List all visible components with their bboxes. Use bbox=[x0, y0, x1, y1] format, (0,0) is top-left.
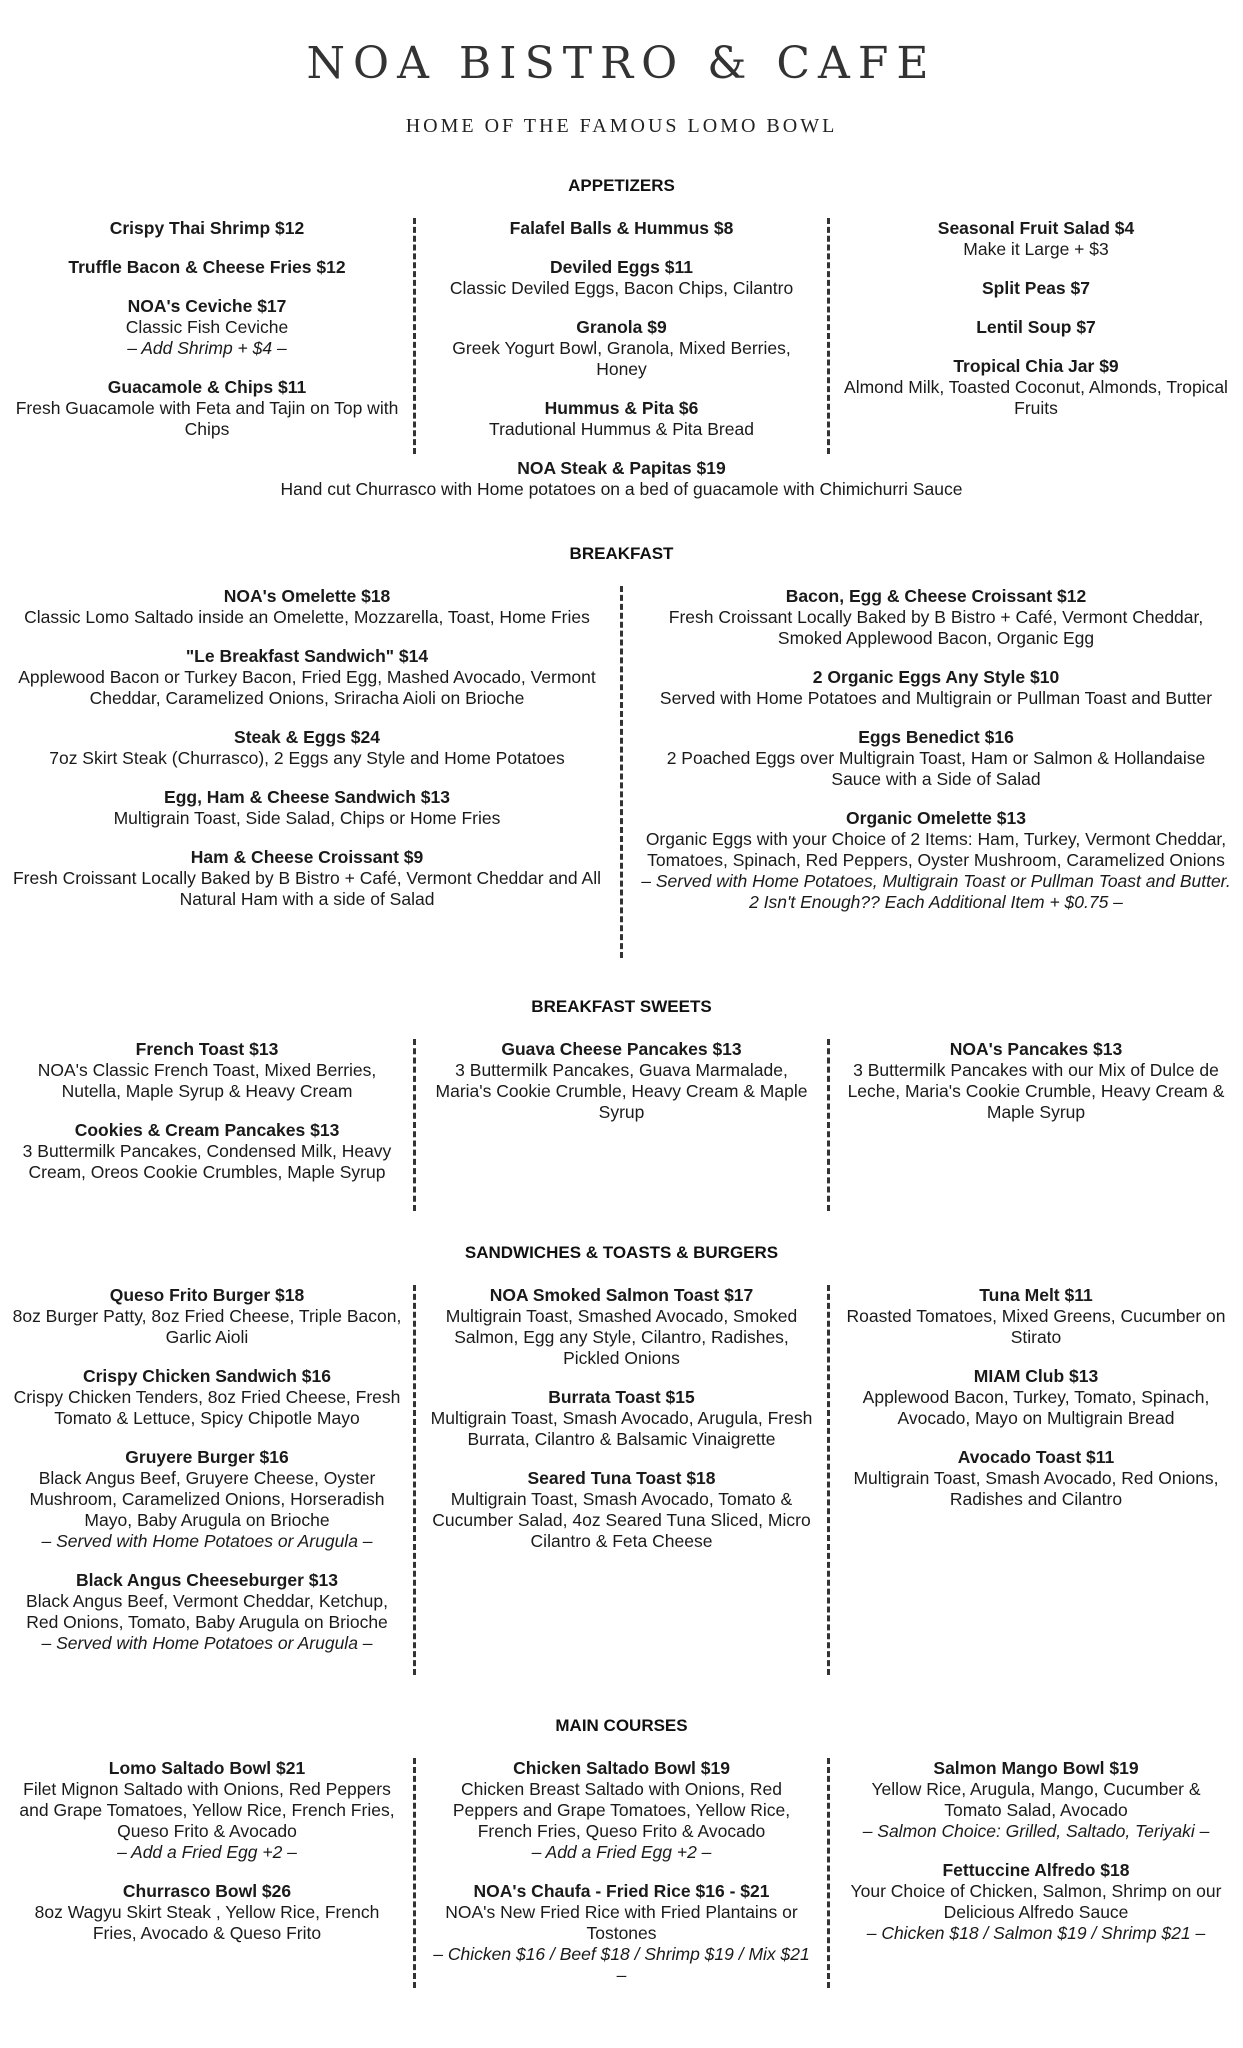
item-name: Eggs Benedict $16 bbox=[858, 727, 1014, 747]
item-name: Truffle Bacon & Cheese Fries $12 bbox=[68, 257, 346, 277]
item-name: Crispy Chicken Sandwich $16 bbox=[82, 1366, 331, 1386]
menu-item bbox=[841, 218, 1231, 260]
item-desc: 3 Buttermilk Pancakes, Condensed Milk, Heavy Cream, Oreos Cookie Crumbles, Maple Syrup bbox=[22, 1141, 392, 1182]
item-desc: Black Angus Beef, Gruyere Cheese, Oyster Mushroom, Caramelized Onions, Horseradish Mayo, Baby Arugula on Brioche bbox=[29, 1468, 385, 1530]
breakfast-col-2 bbox=[641, 586, 1231, 958]
menu-item bbox=[841, 1366, 1231, 1429]
item-desc: 3 Buttermilk Pancakes, Guava Marmalade, Maria's Cookie Crumble, Heavy Cream & Maple Syrup bbox=[435, 1060, 808, 1122]
item-name: NOA Smoked Salmon Toast $17 bbox=[489, 1285, 754, 1305]
menu-item bbox=[12, 646, 602, 709]
item-name: MIAM Club $13 bbox=[973, 1366, 1099, 1386]
menu-item bbox=[841, 1285, 1231, 1348]
item-name: Churrasco Bowl $26 bbox=[122, 1881, 292, 1901]
item-desc: 3 Buttermilk Pancakes with our Mix of Dulce de Leche, Maria's Cookie Crumble, Heavy Cream & Maple Syrup bbox=[847, 1060, 1225, 1122]
menu-item bbox=[12, 1758, 402, 1863]
item-desc: Roasted Tomatoes, Mixed Greens, Cucumber on Stirato bbox=[846, 1306, 1226, 1347]
menu-item bbox=[841, 1860, 1231, 1944]
mains-col-2 bbox=[427, 1758, 817, 1988]
appetizers-col-3 bbox=[841, 218, 1231, 454]
item-name: Black Angus Cheeseburger $13 bbox=[76, 1570, 338, 1590]
mains-col-1 bbox=[12, 1758, 402, 1988]
menu-item bbox=[12, 1570, 402, 1654]
item-name: NOA's Ceviche $17 bbox=[127, 296, 287, 316]
item-name: Tuna Melt $11 bbox=[979, 1285, 1093, 1305]
sweets-col-1 bbox=[12, 1039, 402, 1211]
item-desc: 8oz Wagyu Skirt Steak , Yellow Rice, French Fries, Avocado & Queso Frito bbox=[34, 1902, 380, 1943]
item-desc: Hand cut Churrasco with Home potatoes on a bed of guacamole with Chimichurri Sauce bbox=[280, 479, 963, 499]
sandwiches-col-1 bbox=[12, 1285, 402, 1675]
menu-item bbox=[427, 1758, 817, 1863]
section-appetizers bbox=[0, 176, 1243, 500]
item-name: Gruyere Burger $16 bbox=[125, 1447, 289, 1467]
sweets-col-2 bbox=[427, 1039, 817, 1211]
item-note: – Served with Home Potatoes or Arugula – bbox=[41, 1531, 373, 1551]
restaurant-subtitle: HOME OF THE FAMOUS LOMO BOWL bbox=[405, 115, 838, 137]
section-breakfast bbox=[0, 544, 1243, 958]
item-name: NOA's Omelette $18 bbox=[223, 586, 391, 606]
item-desc: Crispy Chicken Tenders, 8oz Fried Cheese, Fresh Tomato & Lettuce, Spicy Chipotle Mayo bbox=[13, 1387, 401, 1428]
column-divider bbox=[827, 1285, 830, 1675]
item-desc: Make it Large + $3 bbox=[963, 239, 1109, 259]
section-title: MAIN COURSES bbox=[555, 1716, 688, 1735]
menu-item bbox=[12, 1366, 402, 1429]
item-desc: Multigrain Toast, Side Salad, Chips or Home Fries bbox=[113, 808, 501, 828]
column-divider bbox=[827, 1758, 830, 1988]
item-note: – Add Shrimp + $4 – bbox=[127, 338, 287, 358]
item-name: Granola $9 bbox=[576, 317, 667, 337]
item-name: Fettuccine Alfredo $18 bbox=[942, 1860, 1130, 1880]
item-name: NOA Steak & Papitas $19 bbox=[517, 458, 726, 478]
item-name: Avocado Toast $11 bbox=[957, 1447, 1115, 1467]
item-note: – Add a Fried Egg +2 – bbox=[117, 1842, 297, 1862]
item-desc: Applewood Bacon or Turkey Bacon, Fried Egg, Mashed Avocado, Vermont Cheddar, Caramelized Onions, Sriracha Aioli on Brioche bbox=[18, 667, 596, 708]
menu-header bbox=[0, 38, 1243, 138]
menu-item bbox=[12, 296, 402, 359]
column-divider bbox=[413, 1285, 416, 1675]
item-desc: Fresh Croissant Locally Baked by B Bistro + Café, Vermont Cheddar, Smoked Applewood Bacon, Organic Egg bbox=[668, 607, 1204, 648]
item-desc: 8oz Burger Patty, 8oz Fried Cheese, Triple Bacon, Garlic Aioli bbox=[12, 1306, 402, 1347]
item-desc: Classic Lomo Saltado inside an Omelette, Mozzarella, Toast, Home Fries bbox=[24, 607, 590, 627]
sandwiches-col-3 bbox=[841, 1285, 1231, 1675]
item-name: Chicken Saltado Bowl $19 bbox=[513, 1758, 730, 1778]
column-divider bbox=[413, 1039, 416, 1211]
appetizers-col-2 bbox=[427, 218, 817, 454]
menu-item bbox=[12, 586, 602, 628]
restaurant-title: NOA BISTRO & CAFE bbox=[306, 38, 937, 89]
item-name: Queso Frito Burger $18 bbox=[109, 1285, 305, 1305]
item-desc: Tradutional Hummus & Pita Bread bbox=[489, 419, 754, 439]
menu-item bbox=[841, 1039, 1231, 1123]
section-main-courses bbox=[0, 1716, 1243, 1988]
item-name: Salmon Mango Bowl $19 bbox=[933, 1758, 1139, 1778]
item-name: NOA's Pancakes $13 bbox=[949, 1039, 1123, 1059]
menu-item bbox=[427, 1285, 817, 1369]
item-name: Split Peas $7 bbox=[982, 278, 1090, 298]
item-name: Ham & Cheese Croissant $9 bbox=[190, 847, 424, 867]
menu-item bbox=[12, 257, 402, 278]
item-desc: Classic Fish Ceviche bbox=[125, 317, 289, 337]
item-name: French Toast $13 bbox=[135, 1039, 279, 1059]
column-divider bbox=[620, 586, 623, 958]
item-desc: Served with Home Potatoes and Multigrain or Pullman Toast and Butter bbox=[659, 688, 1213, 708]
item-desc: Yellow Rice, Arugula, Mango, Cucumber & Tomato Salad, Avocado bbox=[871, 1779, 1201, 1820]
menu-item bbox=[841, 356, 1231, 419]
item-name: Lomo Saltado Bowl $21 bbox=[108, 1758, 306, 1778]
menu-item bbox=[12, 1285, 402, 1348]
item-desc: Black Angus Beef, Vermont Cheddar, Ketchup, Red Onions, Tomato, Baby Arugula on Brioche bbox=[26, 1591, 388, 1632]
menu-item bbox=[12, 377, 402, 440]
menu-item bbox=[641, 667, 1231, 709]
item-name: Organic Omelette $13 bbox=[846, 808, 1026, 828]
item-name: Guacamole & Chips $11 bbox=[107, 377, 307, 397]
item-name: Tropical Chia Jar $9 bbox=[953, 356, 1119, 376]
item-note: – Served with Home Potatoes or Arugula – bbox=[41, 1633, 373, 1653]
menu-item bbox=[427, 1468, 817, 1552]
item-desc: Fresh Croissant Locally Baked by B Bistro + Café, Vermont Cheddar and All Natural Ham with a side of Salad bbox=[12, 868, 601, 909]
menu-item bbox=[841, 278, 1231, 299]
column-divider bbox=[413, 1758, 416, 1988]
item-desc: NOA's Classic French Toast, Mixed Berries, Nutella, Maple Syrup & Heavy Cream bbox=[37, 1060, 377, 1101]
item-desc: Chicken Breast Saltado with Onions, Red Peppers and Grape Tomatoes, Yellow Rice, French Fries, Queso Frito & Avocado bbox=[452, 1779, 791, 1841]
menu-item bbox=[12, 787, 602, 829]
item-name: "Le Breakfast Sandwich" $14 bbox=[185, 646, 429, 666]
menu-item bbox=[427, 1039, 817, 1123]
item-name: Hummus & Pita $6 bbox=[544, 398, 699, 418]
item-desc: Filet Mignon Saltado with Onions, Red Peppers and Grape Tomatoes, Yellow Rice, French Fries, Queso Frito & Avocado bbox=[19, 1779, 395, 1841]
menu-item-wide bbox=[0, 458, 1243, 500]
item-desc: Organic Eggs with your Choice of 2 Items: Ham, Turkey, Vermont Cheddar, Tomatoes, Spinach, Red Peppers, Oyster Mushroom, Caramelized Onions bbox=[645, 829, 1227, 870]
item-desc: Your Choice of Chicken, Salmon, Shrimp on our Delicious Alfredo Sauce bbox=[850, 1881, 1222, 1922]
item-name: Deviled Eggs $11 bbox=[550, 257, 693, 277]
item-name: Crispy Thai Shrimp $12 bbox=[109, 218, 305, 238]
item-name: 2 Organic Eggs Any Style $10 bbox=[812, 667, 1060, 687]
menu-item bbox=[12, 1881, 402, 1944]
item-note: – Salmon Choice: Grilled, Saltado, Teriyaki – bbox=[862, 1821, 1210, 1841]
item-desc: Almond Milk, Toasted Coconut, Almonds, Tropical Fruits bbox=[844, 377, 1228, 418]
item-name: Steak & Eggs $24 bbox=[234, 727, 380, 747]
item-desc: Multigrain Toast, Smash Avocado, Red Onions, Radishes and Cilantro bbox=[853, 1468, 1219, 1509]
menu-item bbox=[12, 1447, 402, 1552]
menu-item bbox=[641, 808, 1231, 913]
menu-item bbox=[427, 317, 817, 380]
menu-item bbox=[641, 586, 1231, 649]
item-name: Seasonal Fruit Salad $4 bbox=[937, 218, 1135, 238]
item-name: Seared Tuna Toast $18 bbox=[527, 1468, 716, 1488]
appetizers-col-1 bbox=[12, 218, 402, 454]
item-desc: Greek Yogurt Bowl, Granola, Mixed Berries, Honey bbox=[452, 338, 791, 379]
item-desc: Classic Deviled Eggs, Bacon Chips, Cilantro bbox=[449, 278, 794, 298]
menu-item bbox=[12, 847, 602, 910]
item-note: – Add a Fried Egg +2 – bbox=[531, 1842, 712, 1862]
item-name: Bacon, Egg & Cheese Croissant $12 bbox=[785, 586, 1087, 606]
section-title: SANDWICHES & TOASTS & BURGERS bbox=[464, 1243, 779, 1262]
section-sandwiches bbox=[0, 1243, 1243, 1675]
menu-item bbox=[427, 1881, 817, 1986]
item-desc: 2 Poached Eggs over Multigrain Toast, Ham or Salmon & Hollandaise Sauce with a Side of Salad bbox=[666, 748, 1206, 789]
item-name: Falafel Balls & Hummus $8 bbox=[509, 218, 734, 238]
mains-col-3 bbox=[841, 1758, 1231, 1988]
breakfast-col-1 bbox=[12, 586, 602, 958]
item-desc: Applewood Bacon, Turkey, Tomato, Spinach, Avocado, Mayo on Multigrain Bread bbox=[862, 1387, 1210, 1428]
menu-item bbox=[427, 1387, 817, 1450]
section-title: BREAKFAST bbox=[569, 544, 674, 563]
item-name: Guava Cheese Pancakes $13 bbox=[501, 1039, 742, 1059]
menu-item bbox=[12, 1120, 402, 1183]
item-note: – Served with Home Potatoes, Multigrain Toast or Pullman Toast and Butter. 2 Isn't Enough?? Each Additional Item + $0.75 – bbox=[641, 871, 1231, 912]
menu-item bbox=[841, 317, 1231, 338]
item-note: – Chicken $18 / Salmon $19 / Shrimp $21 – bbox=[866, 1923, 1206, 1943]
column-divider bbox=[413, 218, 416, 454]
menu-item bbox=[427, 257, 817, 299]
sandwiches-col-2 bbox=[427, 1285, 817, 1675]
item-desc: Multigrain Toast, Smashed Avocado, Smoked Salmon, Egg any Style, Cilantro, Radishes, Pickled Onions bbox=[445, 1306, 798, 1368]
section-breakfast-sweets bbox=[0, 997, 1243, 1211]
item-desc: NOA's New Fried Rice with Fried Plantains or Tostones bbox=[445, 1902, 798, 1943]
sweets-col-3 bbox=[841, 1039, 1231, 1211]
menu-item bbox=[12, 218, 402, 239]
column-divider bbox=[827, 1039, 830, 1211]
item-name: Egg, Ham & Cheese Sandwich $13 bbox=[164, 787, 450, 807]
menu-item bbox=[841, 1758, 1231, 1842]
menu-item bbox=[641, 727, 1231, 790]
menu-item bbox=[427, 398, 817, 440]
section-title: APPETIZERS bbox=[568, 176, 675, 195]
item-desc: Multigrain Toast, Smash Avocado, Arugula, Fresh Burrata, Cilantro & Balsamic Vinaigrette bbox=[430, 1408, 813, 1449]
menu-item bbox=[427, 218, 817, 239]
item-desc: Multigrain Toast, Smash Avocado, Tomato & Cucumber Salad, 4oz Seared Tuna Sliced, Micro Cilantro & Feta Cheese bbox=[432, 1489, 811, 1551]
item-note: – Chicken $16 / Beef $18 / Shrimp $19 / Mix $21 – bbox=[433, 1944, 810, 1985]
menu-item bbox=[12, 727, 602, 769]
item-name: NOA's Chaufa - Fried Rice $16 - $21 bbox=[473, 1881, 770, 1901]
item-desc: 7oz Skirt Steak (Churrasco), 2 Eggs any Style and Home Potatoes bbox=[49, 748, 565, 768]
menu-item bbox=[841, 1447, 1231, 1510]
menu-item bbox=[12, 1039, 402, 1102]
item-name: Burrata Toast $15 bbox=[548, 1387, 695, 1407]
column-divider bbox=[827, 218, 830, 454]
item-desc: Fresh Guacamole with Feta and Tajin on Top with Chips bbox=[15, 398, 399, 439]
item-name: Lentil Soup $7 bbox=[976, 317, 1096, 337]
item-name: Cookies & Cream Pancakes $13 bbox=[74, 1120, 340, 1140]
section-title: BREAKFAST SWEETS bbox=[531, 997, 712, 1016]
